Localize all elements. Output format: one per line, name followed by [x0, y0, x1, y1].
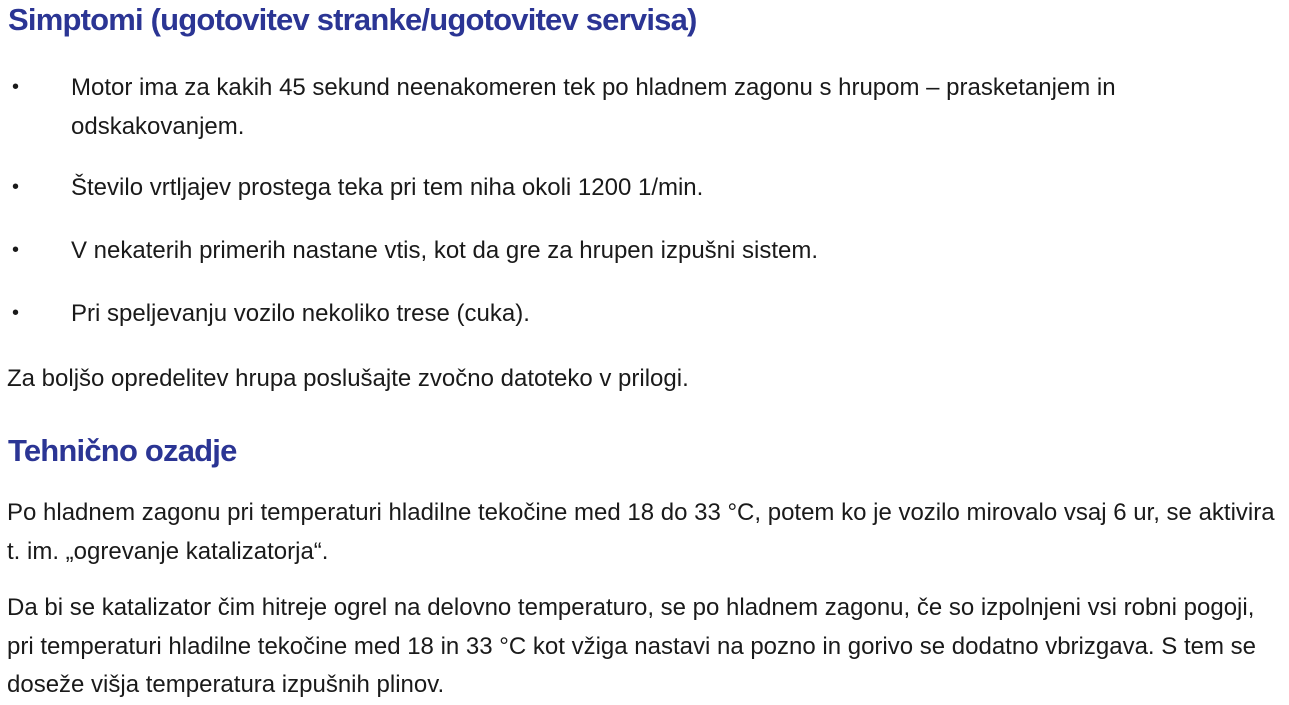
bullet-icon: •	[12, 76, 20, 98]
bullet-icon: •	[12, 176, 20, 198]
symptom-text: V nekaterih primerih nastane vtis, kot da gre za hrupen izpušni sistem.	[71, 237, 819, 264]
symptoms-heading: Simptomi (ugotovitev stranke/ugotovitev servisa)	[8, 2, 697, 37]
symptom-text: Motor ima za kakih 45 sekund neenakomeren tek po hladnem zagonu s hrupom – prasketanjem in odskakovanjem.	[71, 74, 1116, 140]
bullet-icon: •	[12, 239, 20, 261]
bullet-icon: •	[12, 302, 20, 324]
symptom-text: Število vrtljajev prostega teka pri tem niha okoli 1200 1/min.	[71, 174, 704, 201]
technical-paragraph: Da bi se katalizator čim hitreje ogrel na delovno temperaturo, se po hladnem zagonu, če so izpolnjeni vsi robni pogoji, pri temperaturi hladilne tekočine med 18 in 33 °C kot vžiga nastavi na pozno in gorivo se dodatno vbrizgava. S tem se doseže višja temperatura izpušnih plinov.	[7, 594, 1256, 698]
technical-background-heading: Tehnično ozadje	[8, 433, 237, 468]
symptom-text: Pri speljevanju vozilo nekoliko trese (cuka).	[71, 300, 530, 327]
audio-note-paragraph: Za boljšo opredelitev hrupa poslušajte zvočno datoteko v prilogi.	[7, 365, 689, 392]
technical-paragraph: Po hladnem zagonu pri temperaturi hladilne tekočine med 18 do 33 °C, potem ko je vozilo mirovalo vsaj 6 ur, se aktivira t. im. „ogrevanje katalizatorja“.	[7, 499, 1275, 565]
